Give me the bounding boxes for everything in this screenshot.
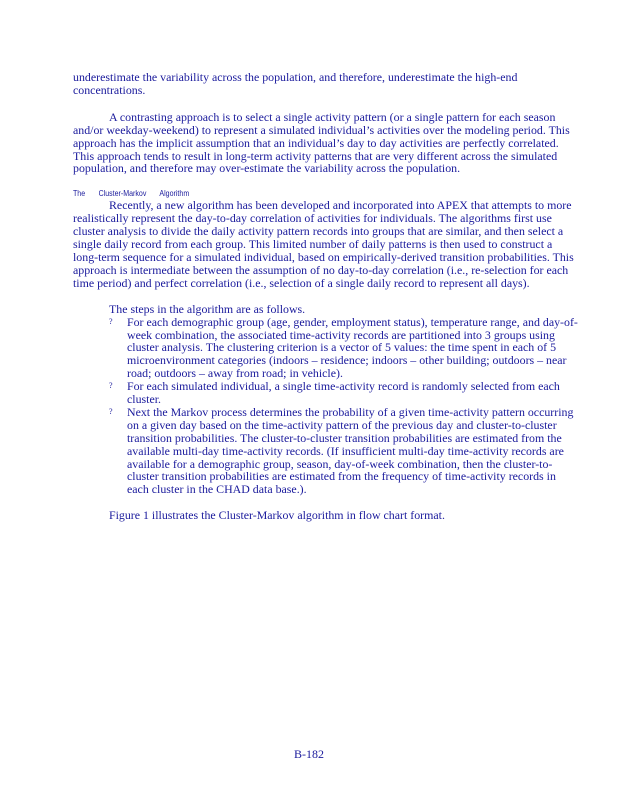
steps-list bbox=[73, 316, 579, 497]
paragraph-continuation: underestimate the variability across the population, and therefore, underestimate the high-end concentrations. bbox=[73, 70, 518, 97]
list-item bbox=[109, 316, 579, 381]
steps-intro: The steps in the algorithm are as follows. bbox=[109, 301, 306, 316]
paragraph-new-algorithm: Recently, a new algorithm has been developed and incorporated into APEX that attempts to more realistically represent the day-to-day correlation of activities for individuals. The algorithms first use cluster analysis to divide the daily activity pattern records into groups that are similar, and then select a single daily record from each group. This limited number of daily patterns is then used to construct a long-term sequence for a simulated individual, based on empirically-derived transition probabilities. This approach is intermediate between the assumption of no day-to-day correlation (i.e., re-selection for each time period) and perfect correlation (i.e., selection of a single daily record to represent all days). bbox=[73, 198, 574, 290]
document-body bbox=[73, 71, 579, 522]
heading-word-the: The bbox=[73, 188, 86, 199]
figure-reference: Figure 1 illustrates the Cluster-Markov algorithm in flow chart format. bbox=[109, 508, 445, 523]
bullet-glyph: ? bbox=[109, 381, 113, 391]
heading-word-cluster-markov: Cluster-Markov bbox=[98, 188, 147, 199]
step-text: Next the Markov process determines the probability of a given time-activity pattern occurring on a given day based on the time-activity pattern of the previous day and cluster-to-cluster transition probabilities. The cluster-to-cluster transition probabilities are estimated from the available multi-day time-activity records. (If insufficient multi-day time-activity records are available for a demographic group, season, day-of-week combination, then the cluster-to-cluster transition probabilities are estimated from the frequency of time-activity records in each cluster in the CHAD data base.). bbox=[127, 404, 574, 497]
bullet-glyph: ? bbox=[109, 406, 113, 416]
step-text: For each simulated individual, a single time-activity record is randomly selected from each cluster. bbox=[127, 379, 560, 407]
bullet-glyph: ? bbox=[109, 316, 113, 326]
page-number: B-182 bbox=[294, 747, 324, 761]
list-item bbox=[109, 406, 579, 496]
step-text: For each demographic group (age, gender, employment status), temperature range, and day-of-week combination, the associated time-activity records are partitioned into 3 groups using cluster analysis. The clustering criterion is a vector of 5 values: the time spent in each of 5 microenvironment categories (indoors – residence; indoors – other building; outdoors – near road; outdoors – away from road; in vehicle). bbox=[127, 314, 578, 381]
list-item bbox=[109, 380, 579, 406]
paragraph-contrasting-approach: A contrasting approach is to select a single activity pattern (or a single pattern for each season and/or weekday-weekend) to represent a simulated individual’s activities over the modeling period. This approach has the implicit assumption that an individual’s day to day activities are perfectly correlated. This approach tends to result in long-term activity patterns that are very different across the simulated population, and therefore may over-estimate the variability across the population. bbox=[73, 109, 570, 176]
section-heading bbox=[73, 187, 488, 199]
heading-word-algorithm: Algorithm bbox=[159, 188, 190, 199]
